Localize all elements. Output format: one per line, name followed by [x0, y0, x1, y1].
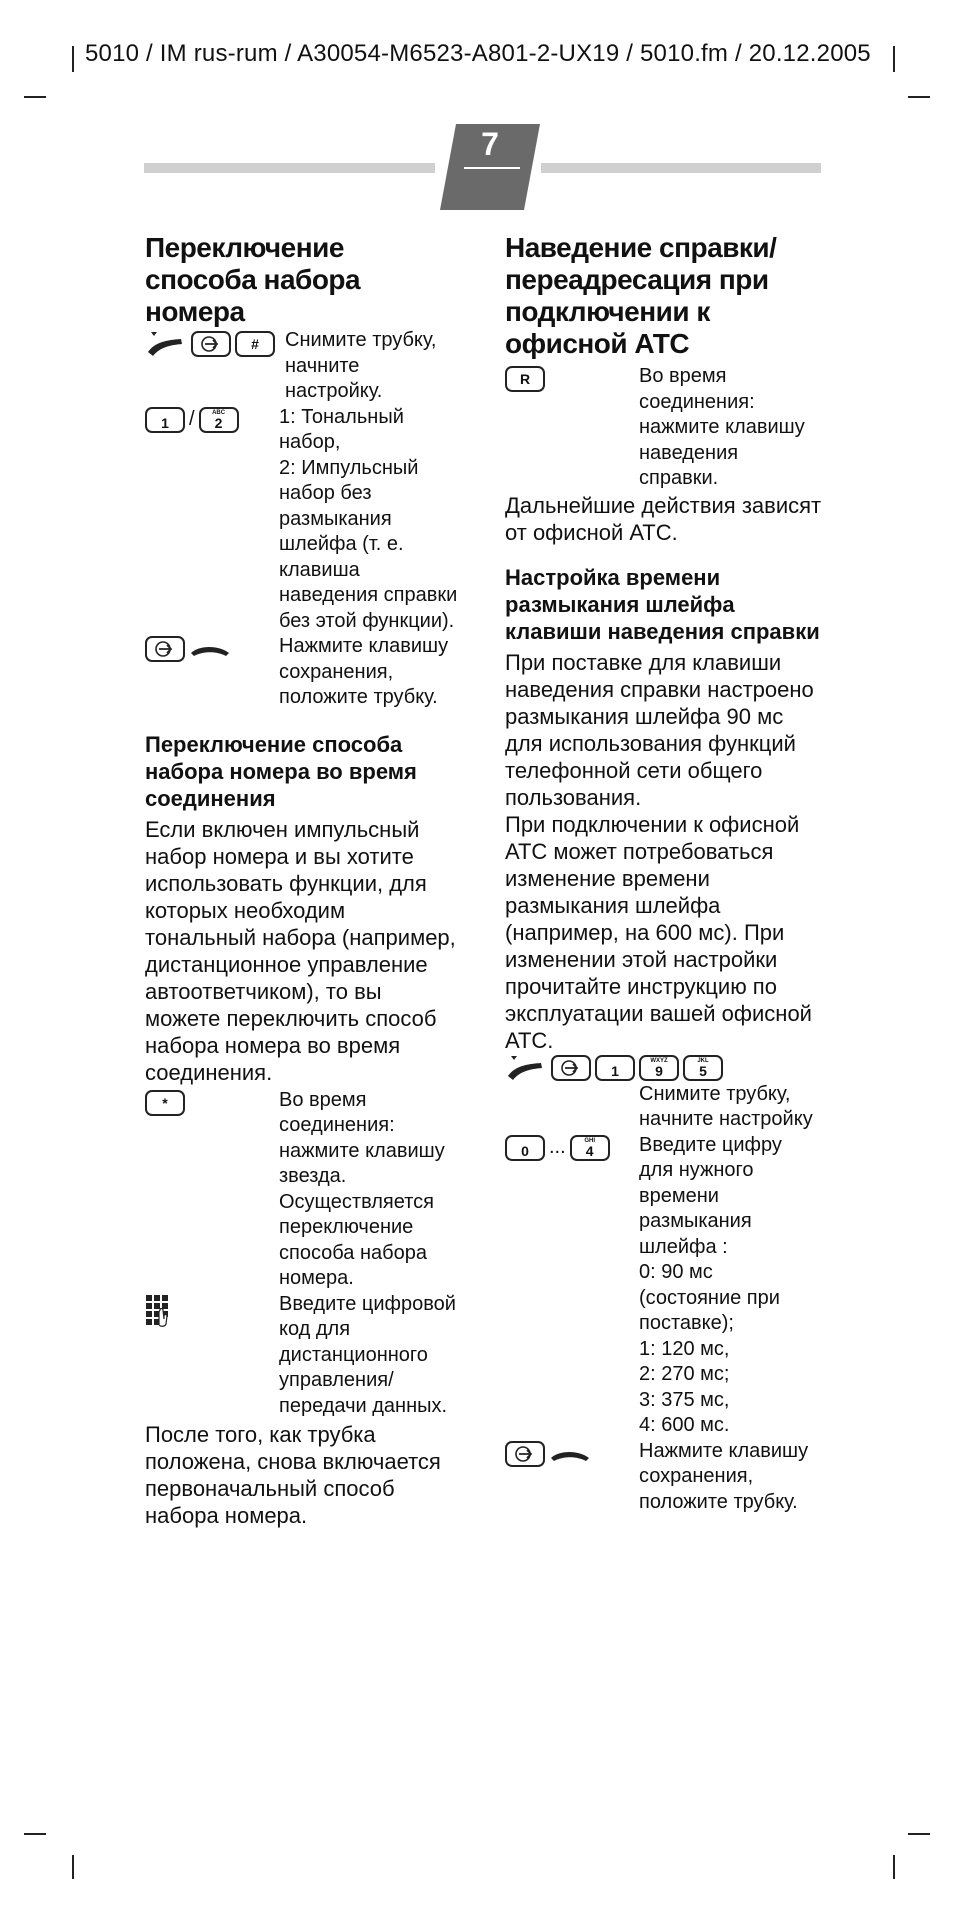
section-paragraph: Если включен импульсный набор номера и вы хотите использовать функции, для которых необходим тональный набора (например, дистанционное управление автоответчиком), то вы можете переключить способ набора номера во время соединения.	[145, 816, 456, 1085]
key-2: ABC 2	[199, 407, 239, 433]
step-text: Нажмите клавишу сохранения, положите трубку.	[279, 635, 449, 708]
key-sequence	[145, 1292, 279, 1328]
step-offhook-menu-hash	[145, 328, 460, 405]
crop-mark	[72, 46, 74, 72]
crop-mark	[893, 1855, 895, 1879]
step-text: Введите цифру для нужного времени размыкания шлейфа : 0: 90 мс (состояние при поставке); 1: 120 мс, 2: 270 мс; 3: 375 мс, 4: 600 мс.	[639, 1133, 782, 1436]
step-select-flash-time	[505, 1133, 825, 1439]
section-paragraph: Дальнейшие действия зависят от офисной АТС.	[505, 492, 822, 545]
key-sequence	[505, 1133, 639, 1161]
menu-arrow-icon	[153, 640, 177, 658]
running-head: 5010 / IM rus-rum / A30054-M6523-A801-2-UX19 / 5010.fm / 20.12.2005	[85, 40, 871, 67]
right-column	[505, 232, 825, 1515]
key-sequence	[145, 405, 279, 433]
key-sequence	[505, 1439, 639, 1467]
key-separator: /	[189, 408, 195, 430]
page-number-tab	[440, 124, 540, 210]
crop-mark	[908, 1833, 930, 1835]
crop-mark	[24, 96, 46, 98]
crop-mark	[908, 96, 930, 98]
key-sequence	[505, 364, 639, 392]
crop-mark	[24, 1833, 46, 1835]
handset-onhook-icon	[549, 1444, 591, 1464]
menu-key	[145, 636, 185, 662]
key-sequence	[145, 1088, 279, 1116]
section-title-flash-time: Настройка времени размыкания шлейфа клавиши наведения справки	[505, 564, 820, 644]
section-paragraph: При подключении к офисной АТС может потребоваться изменение времени размыкания шлейфа (например, на 600 мс). При изменении этой настройки прочитайте инструкцию по эксплуатации вашей офисной АТС.	[505, 811, 812, 1053]
key-1: 1	[595, 1055, 635, 1081]
menu-key	[505, 1441, 545, 1467]
page-number: 7	[481, 126, 499, 162]
handset-offhook-icon	[145, 330, 187, 358]
key-sequence-flash-setup	[505, 1054, 825, 1082]
crop-mark	[72, 1855, 74, 1879]
section-paragraph: При поставке для клавиши наведения справки настроено размыкания шлейфа 90 мс для использования функций телефонной сети общего пользования.	[505, 649, 814, 810]
section-title-dial-mode-in-call: Переключение способа набора номера во время соединения	[145, 731, 417, 811]
step-select-dial-mode	[145, 405, 460, 635]
step-text: Снимите трубку, начните настройку	[639, 1082, 813, 1130]
star-key: *	[145, 1090, 185, 1116]
handset-onhook-icon	[189, 639, 231, 659]
step-enter-code	[145, 1292, 460, 1420]
hash-key: #	[235, 331, 275, 357]
key-4: GHI 4	[570, 1135, 610, 1161]
step-save-onhook	[145, 634, 460, 711]
step-text: Во время соединения: нажмите клавишу наведения справки.	[639, 365, 805, 489]
section-paragraph: После того, как трубка положена, снова включается первоначальный способ набора номера.	[145, 1422, 441, 1528]
keypad-icon	[145, 1294, 171, 1328]
step-text: 1: Тональный набор, 2: Импульсный набор без размыкания шлейфа (т. е. клавиша наведения справки без этой функции).	[279, 405, 458, 632]
header-band-left	[144, 163, 435, 173]
crop-mark	[893, 46, 895, 72]
left-column	[145, 232, 460, 1529]
key-9: WXYZ 9	[639, 1055, 679, 1081]
step-offhook-setup	[505, 1082, 825, 1133]
key-0: 0	[505, 1135, 545, 1161]
key-sequence	[145, 328, 285, 358]
step-save-onhook	[505, 1439, 825, 1516]
step-text: Снимите трубку, начните настройку.	[285, 329, 437, 402]
step-text: Нажмите клавишу сохранения, положите трубку.	[639, 1439, 809, 1513]
menu-key	[551, 1055, 591, 1081]
menu-arrow-icon	[559, 1059, 583, 1077]
menu-key	[191, 331, 231, 357]
section-title-dial-mode: Переключение способа набора номера	[145, 232, 361, 327]
key-1: 1	[145, 407, 185, 433]
header-band-right	[541, 163, 821, 173]
step-text: Введите цифровой код для дистанционного управления/ передачи данных.	[279, 1292, 456, 1417]
step-star-key	[145, 1088, 460, 1292]
key-range-ellipsis: ...	[549, 1136, 566, 1158]
menu-arrow-icon	[513, 1445, 537, 1463]
step-r-key	[505, 364, 825, 492]
r-key: R	[505, 366, 545, 392]
handset-offhook-icon	[505, 1054, 547, 1082]
key-5: JKL 5	[683, 1055, 723, 1081]
key-sequence	[145, 634, 279, 662]
section-title-consultation-pbx: Наведение справки/ переадресация при подключении к офисной АТС	[505, 232, 777, 359]
menu-arrow-icon	[199, 335, 223, 353]
step-text: Во время соединения: нажмите клавишу звезда. Осуществляется переключение способа набора номера.	[279, 1088, 445, 1289]
